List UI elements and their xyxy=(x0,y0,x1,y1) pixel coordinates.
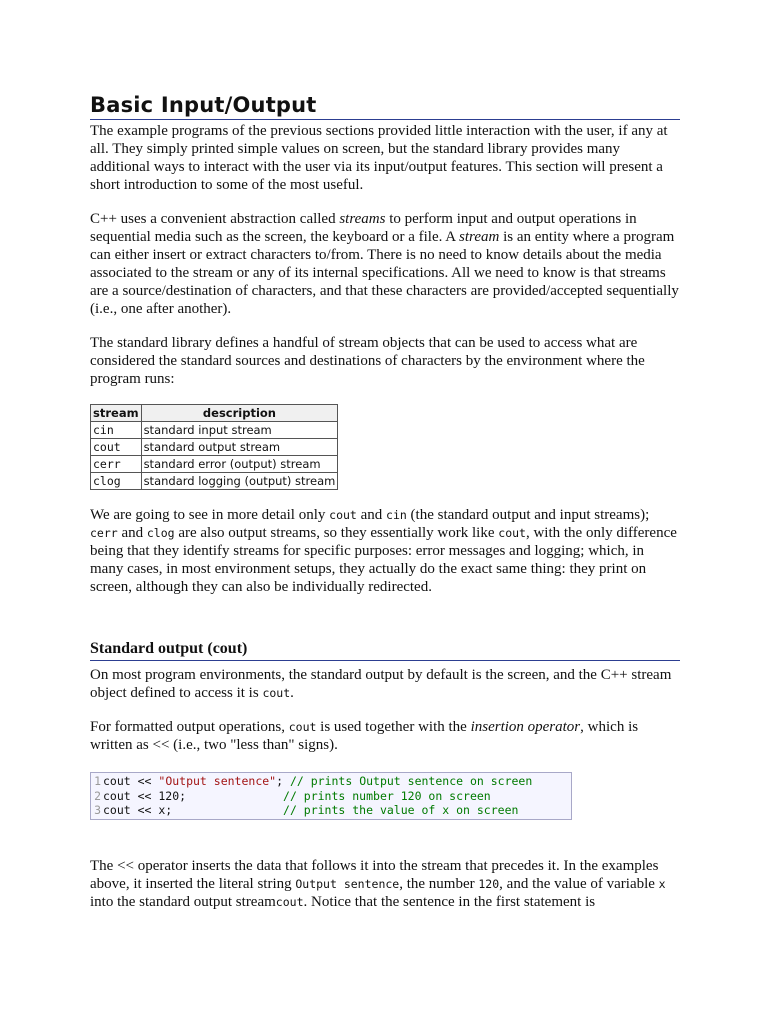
string-literal: "Output sentence" xyxy=(158,774,277,788)
code-line: 2 cout << 120; // prints number 120 on screen xyxy=(91,789,571,804)
table-row xyxy=(91,473,338,490)
code-cout: cout xyxy=(262,686,291,700)
stream-table xyxy=(90,404,338,490)
stream-name: clog xyxy=(91,473,142,490)
term-streams: streams xyxy=(339,211,386,227)
stream-description: standard logging (output) stream xyxy=(141,473,338,490)
stream-name: cerr xyxy=(91,456,142,473)
stream-description: standard output stream xyxy=(141,439,338,456)
section-heading-standard-output: Standard output (cout) xyxy=(90,639,680,661)
stream-name: cin xyxy=(91,422,142,439)
code-120: 120 xyxy=(478,876,500,891)
term-insertion-operator: insertion operator xyxy=(470,719,581,735)
code-cout: cout xyxy=(275,894,304,909)
code-cout: cout xyxy=(288,720,317,734)
intro-paragraph-3: The standard library defines a handful of stream objects that can be used to access what are considered the standard sources and destinations of characters by the environment where the program runs: xyxy=(90,335,645,387)
code-clog: clog xyxy=(146,526,175,540)
section2-paragraph-1: On most program environments, the standard output by default is the screen, and the C++ stream object defined to access it is cout. xyxy=(90,667,672,701)
streams-paragraph: We are going to see in more detail only cout and cin (the standard output and input streams); cerr and clog are also output streams, so they essentially work like cout, with the only difference being that they identify streams for specific purposes: error messages and logging; which, in many cases, in most environment setups, they actually do the exact same thing: they print on screen, although they can also be individually redirected. xyxy=(90,507,677,595)
header-stream: stream xyxy=(91,405,142,422)
table-row xyxy=(91,422,338,439)
code-x: x xyxy=(658,876,666,891)
line-number: 3 xyxy=(94,803,101,817)
code-example xyxy=(90,772,572,820)
code-output-sentence: Output sentence xyxy=(295,876,400,891)
code-cin: cin xyxy=(386,508,407,522)
term-stream: stream xyxy=(459,229,500,245)
line-number: 2 xyxy=(94,788,101,803)
header-description: description xyxy=(141,405,338,422)
code-cerr: cerr xyxy=(90,526,118,540)
code-comment: // prints number 120 on screen xyxy=(283,788,491,803)
section2-paragraph-2: For formatted output operations, cout is used together with the insertion operator, which is written as << (i.e., two "less than" signs). xyxy=(90,719,639,753)
table-row xyxy=(91,456,338,473)
code-comment: // prints the value of x on screen xyxy=(283,803,519,817)
code-line: 1 cout << "Output sentence"; // prints Output sentence on screen xyxy=(91,774,571,789)
line-number: 1 xyxy=(94,774,101,788)
page-title: Basic Input/Output xyxy=(90,92,680,120)
intro-paragraph-1: The example programs of the previous sections provided little interaction with the user, if any at all. They simply printed simple values on screen, but the standard library provides many additional ways to interact with the user via its input/output features. This section will present a short introduction to some of the most useful. xyxy=(90,123,668,193)
code-cout: cout xyxy=(329,508,357,522)
stream-description: standard error (output) stream xyxy=(141,456,338,473)
section2-paragraph-3: The << operator inserts the data that follows it into the stream that precedes it. In the examples above, it inserted the literal string Output sentence, the number 120, and the value of variable x into the standard output streamcout. Notice that the sentence in the first statement is xyxy=(90,857,666,910)
code-cout: cout xyxy=(498,526,526,540)
stream-description: standard input stream xyxy=(141,422,338,439)
table-row xyxy=(91,439,338,456)
stream-name: cout xyxy=(91,439,142,456)
stream-table-header xyxy=(91,405,338,422)
code-comment: // prints Output sentence on screen xyxy=(289,774,533,788)
document-page xyxy=(90,92,680,911)
intro-paragraph-2: C++ uses a convenient abstraction called streams to perform input and output operations in sequential media such as the screen, the keyboard or a file. A stream is an entity where a program can either insert or extract characters to/from. There is no need to know details about the media associated to the stream or any of its internal specifications. All we need to know is that streams are a source/destination of characters, and that these characters are provided/accepted sequentially (i.e., one after another). xyxy=(90,211,679,317)
code-line: 3 cout << x; // prints the value of x on screen xyxy=(91,803,571,818)
